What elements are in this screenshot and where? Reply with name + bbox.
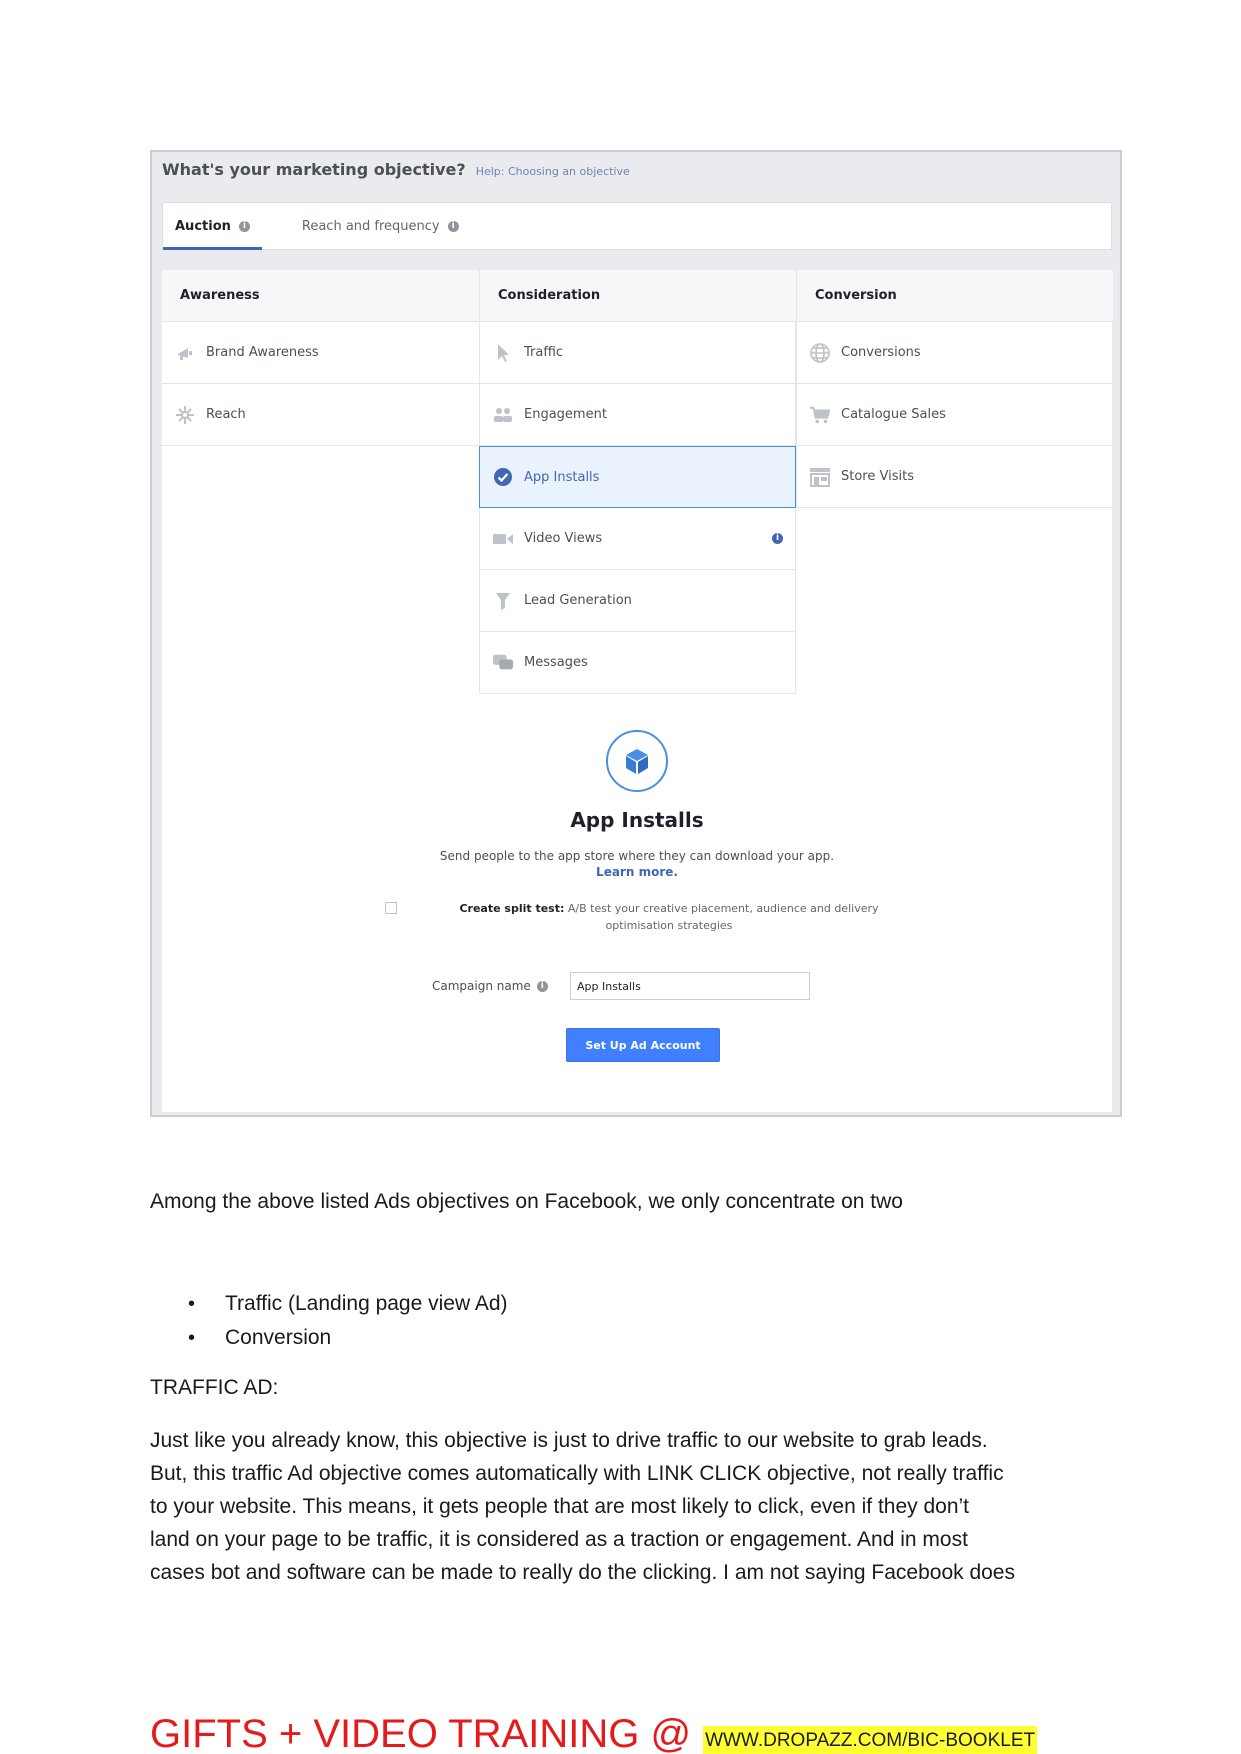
chat-bubbles-icon	[492, 652, 514, 674]
help-link[interactable]: Help: Choosing an objective	[475, 165, 630, 178]
objective-traffic[interactable]	[479, 322, 796, 384]
campaign-name-input[interactable]	[570, 972, 810, 1000]
intro-text: Among the above listed Ads objectives on Facebook, we only concentrate on two	[150, 1190, 903, 1213]
objective-label: Catalogue Sales	[841, 407, 946, 422]
check-circle-icon	[492, 466, 514, 488]
split-test-checkbox[interactable]	[385, 902, 397, 914]
traffic-ad-paragraph	[150, 1424, 1100, 1589]
objective-label: Store Visits	[841, 469, 914, 484]
store-icon	[809, 466, 831, 488]
objective-store-visits[interactable]	[796, 446, 1113, 508]
objective-catalogue-sales[interactable]	[796, 384, 1113, 446]
objective-label: Engagement	[524, 407, 607, 422]
tab-reach-label: Reach and frequency	[301, 218, 440, 234]
objective-bullet-list	[188, 1292, 508, 1360]
objective-title: What's your marketing objective?	[162, 160, 466, 179]
objective-label: Brand Awareness	[206, 345, 319, 360]
objective-video-views[interactable]	[479, 508, 796, 570]
globe-icon	[809, 342, 831, 364]
tab-auction-label: Auction	[175, 218, 231, 234]
objective-label: Video Views	[524, 531, 603, 546]
info-icon[interactable]: i	[772, 533, 783, 544]
paragraph-line: But, this traffic Ad objective comes automatically with LINK CLICK objective, not really traffic	[150, 1462, 1004, 1485]
objective-reach[interactable]	[162, 384, 479, 446]
footer-promo-text: GIFTS + VIDEO TRAINING @	[150, 1712, 692, 1754]
list-item: • Traffic (Landing page view Ad)	[188, 1292, 508, 1326]
paragraph-line: cases bot and software can be made to really do the clicking. I am not saying Facebook does	[150, 1561, 1015, 1584]
objective-label: Lead Generation	[524, 593, 632, 608]
detail-title: App Installs	[570, 808, 704, 832]
screenshot-header	[162, 160, 630, 190]
paragraph-line: to your website. This means, it gets people that are most likely to click, even if they don’t	[150, 1495, 970, 1518]
section-heading: TRAFFIC AD:	[150, 1376, 279, 1399]
tab-reach-and-frequency[interactable]	[290, 203, 471, 249]
info-icon[interactable]: i	[448, 221, 459, 232]
split-test-label: Create split test:	[459, 902, 565, 915]
conversion-header: Conversion	[796, 270, 1113, 322]
paragraph-line: Just like you already know, this objective is just to drive traffic to our website to grab leads.	[150, 1429, 988, 1452]
footer-link[interactable]: WWW.DROPAZZ.COM/BIC-BOOKLET	[703, 1726, 1037, 1754]
funnel-icon	[492, 590, 514, 612]
description-text: Send people to the app store where they can download your app.	[439, 849, 835, 863]
cursor-icon	[492, 342, 514, 364]
list-item: • Conversion	[188, 1326, 508, 1360]
objective-label: Messages	[524, 655, 588, 670]
consideration-column	[479, 270, 796, 694]
info-icon[interactable]: i	[239, 221, 250, 232]
spark-icon	[174, 404, 196, 426]
objective-label: Reach	[206, 407, 246, 422]
people-icon	[492, 404, 514, 426]
campaign-label-text: Campaign name	[432, 979, 531, 993]
objective-panel	[162, 270, 1112, 1112]
buying-type-tabs	[162, 202, 1112, 250]
split-test-option	[390, 900, 910, 934]
campaign-name-label	[432, 979, 562, 993]
split-test-text	[390, 900, 910, 934]
objective-label: Conversions	[841, 345, 921, 360]
info-icon[interactable]: i	[537, 981, 548, 992]
cart-icon	[809, 404, 831, 426]
awareness-header: Awareness	[162, 270, 479, 322]
set-up-ad-account-button[interactable]: Set Up Ad Account	[566, 1028, 720, 1062]
tab-auction[interactable]	[163, 203, 262, 249]
objective-conversions[interactable]	[796, 322, 1113, 384]
cube-icon	[606, 730, 668, 792]
learn-more-link[interactable]: Learn more.	[596, 865, 678, 879]
objective-label: App Installs	[524, 469, 600, 485]
objective-engagement[interactable]	[479, 384, 796, 446]
megaphone-icon	[174, 342, 196, 364]
objective-lead-generation[interactable]	[479, 570, 796, 632]
paragraph-line: land on your page to be traffic, it is considered as a traction or engagement. And in most	[150, 1528, 968, 1551]
objective-brand-awareness[interactable]	[162, 322, 479, 384]
consideration-header: Consideration	[479, 270, 796, 322]
page-footer	[150, 1710, 1037, 1754]
campaign-name-row	[432, 972, 810, 1000]
conversion-column	[796, 270, 1113, 508]
ads-objective-screenshot	[150, 150, 1122, 1117]
detail-description	[162, 848, 1112, 880]
awareness-column	[162, 270, 479, 446]
objective-messages[interactable]	[479, 632, 796, 694]
video-camera-icon	[492, 528, 514, 550]
split-test-description: A/B test your creative placement, audience and delivery optimisation strategies	[567, 902, 879, 932]
objective-app-installs[interactable]	[479, 446, 796, 508]
objective-label: Traffic	[524, 345, 564, 360]
